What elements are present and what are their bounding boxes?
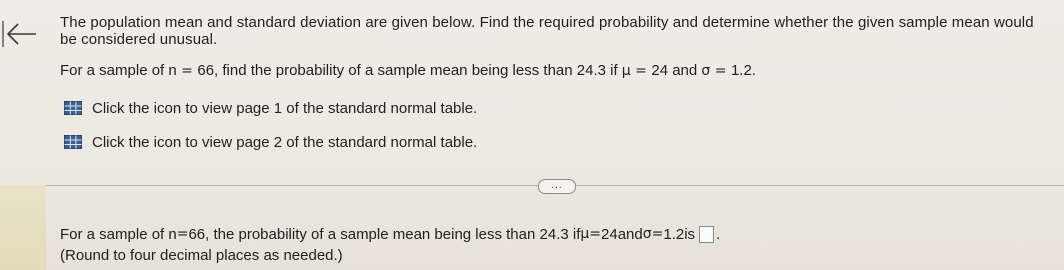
question-part2: , find the probability of a sample mean being less than 24.3 if bbox=[214, 62, 622, 79]
answer-eq1: = bbox=[176, 226, 189, 242]
answer-part1: For a sample of n bbox=[60, 226, 177, 243]
answer-n: 66 bbox=[188, 226, 206, 243]
answer-is: is bbox=[684, 226, 696, 243]
question-mu-value: 24 bbox=[651, 62, 669, 79]
answer-part2: , the probability of a sample mean being less than 24.3 if bbox=[205, 226, 581, 243]
question-text bbox=[60, 62, 756, 80]
question-sigma-value: 1.2 bbox=[730, 62, 752, 79]
question-n: 66 bbox=[197, 62, 215, 79]
expand-more-button[interactable]: ... bbox=[538, 179, 576, 194]
table-link-page-1[interactable] bbox=[64, 99, 477, 117]
question-eq3: = bbox=[710, 63, 731, 79]
arrow-left-icon[interactable] bbox=[2, 20, 38, 48]
question-end: . bbox=[751, 62, 756, 79]
answer-statement bbox=[60, 226, 720, 243]
problem-prompt: The population mean and standard deviation are given below. Find the required probability and determine whether the given sample mean would be considered unusual. bbox=[60, 14, 1034, 48]
answer-eq2: = bbox=[589, 226, 602, 242]
question-eq1: = bbox=[176, 63, 198, 79]
question-and: and bbox=[668, 62, 702, 79]
answer-mu-value: 24 bbox=[601, 226, 618, 243]
answer-sigma: σ bbox=[642, 226, 652, 242]
table-link-label[interactable]: Click the icon to view page 1 of the standard normal table. bbox=[92, 99, 478, 117]
answer-sigma-value: 1.2 bbox=[663, 226, 685, 243]
question-part1: For a sample of n bbox=[60, 62, 177, 79]
left-margin-strip bbox=[0, 185, 46, 270]
answer-eq3: = bbox=[651, 226, 664, 242]
table-link-page-2[interactable] bbox=[64, 133, 477, 151]
answer-end: . bbox=[716, 226, 721, 243]
table-link-label[interactable]: Click the icon to view page 2 of the standard normal table. bbox=[92, 133, 478, 151]
answer-and: and bbox=[617, 226, 643, 243]
table-icon[interactable] bbox=[64, 101, 82, 115]
answer-mu: μ bbox=[580, 226, 590, 242]
table-icon[interactable] bbox=[64, 135, 82, 149]
rounding-instruction: (Round to four decimal places as needed.) bbox=[60, 247, 343, 264]
probability-answer-input[interactable] bbox=[699, 226, 714, 243]
question-mu: μ bbox=[621, 63, 631, 79]
question-eq2: = bbox=[630, 63, 652, 79]
question-sigma: σ bbox=[701, 63, 711, 79]
